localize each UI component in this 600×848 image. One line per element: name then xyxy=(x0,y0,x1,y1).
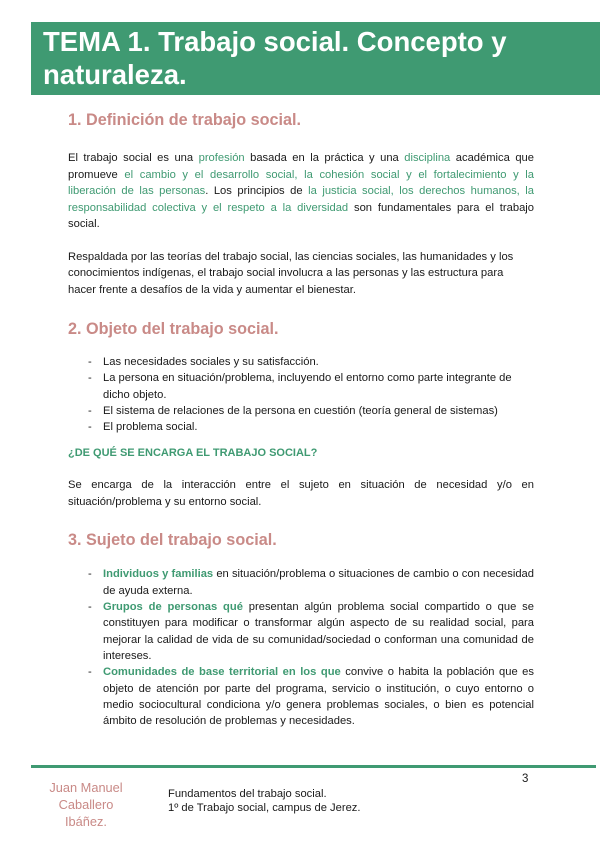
course-info xyxy=(168,787,361,815)
section-heading-definicion: 1. Definición de trabajo social. xyxy=(68,111,301,129)
list-item: - La persona en situación/problema, incluyendo el entorno como parte integrante de dicho objeto. xyxy=(68,370,534,403)
item-text: en situación/problema o situaciones de cambio o con necesidad de ayuda externa. xyxy=(103,568,534,597)
page-title: TEMA 1. Trabajo social. Concepto y naturaleza. xyxy=(43,26,507,90)
term-comunidades: Comunidades de base territorial en los que xyxy=(103,666,341,679)
highlight-cambio: el cambio y el desarrollo social, la cohesión social y el fortalecimiento y la liberación de las personas xyxy=(68,168,535,197)
term-individuos: Individuos y familias xyxy=(103,568,214,581)
list-item: - El problema social. xyxy=(68,419,534,435)
author-name: Juan Manuel Caballero Ibáñez. xyxy=(49,780,123,829)
list-item xyxy=(68,664,534,729)
section-heading-sujeto: 3. Sujeto del trabajo social. xyxy=(68,531,277,550)
objeto-list xyxy=(68,354,534,435)
highlight-profesion: profesión xyxy=(198,152,245,164)
document-body xyxy=(68,110,534,729)
list-item: - Las necesidades sociales y su satisfacción. xyxy=(68,354,534,370)
question-heading: ¿DE QUÉ SE ENCARGA EL TRABAJO SOCIAL? xyxy=(68,447,318,460)
definition-paragraph xyxy=(68,150,534,233)
sujeto-list xyxy=(68,566,534,729)
theory-paragraph: Respaldada por las teorías del trabajo social, las ciencias sociales, las humanidades y los conocimientos indígenas, el trabajo social involucra a las personas y las estructura para hacer frente a desafíos de la vida y aumentar el bienestar. xyxy=(68,250,514,296)
list-item: - El sistema de relaciones de la persona en cuestión (teoría general de sistemas) xyxy=(68,403,534,419)
course-title: Fundamentos del trabajo social. xyxy=(168,788,327,800)
highlight-principios: la justicia social, los derechos humanos, la responsabilidad colectiva y el respeto a la diversidad xyxy=(68,185,534,214)
item-text: presentan algún problema social compartido o que se constituyen para modificar o transformar algún aspecto de su realidad social, para mejorar la calidad de vida de su comunidad/sociedad o conforman una comunidad de intereses. xyxy=(103,601,534,662)
course-campus: 1º de Trabajo social, campus de Jerez. xyxy=(168,802,361,814)
title-banner xyxy=(31,22,600,95)
footer-divider xyxy=(31,765,596,768)
section-heading-objeto: 2. Objeto del trabajo social. xyxy=(68,320,279,338)
text-run: basada en la práctica y una xyxy=(244,152,405,164)
text-run: académica que promueve xyxy=(68,152,534,181)
text-run: son fundamentales para el trabajo social. xyxy=(68,201,534,230)
item-text: convive o habita la población que es objeto de atención por parte del programa, servicio o institución, o cuyo entorno o medio sociocultural condiciona y/o genera problemas sociales, o bien es potencial ámbito de resolución de problemas y necesidades. xyxy=(103,666,534,728)
list-item xyxy=(68,599,534,664)
page-number: 3 xyxy=(522,773,529,785)
highlight-disciplina: disciplina xyxy=(404,152,451,164)
text-run: . Los principios de xyxy=(205,185,309,197)
list-item xyxy=(68,566,534,599)
term-grupos: Grupos de personas qué xyxy=(103,601,243,614)
answer-paragraph: Se encarga de la interacción entre el sujeto en situación de necesidad y/o en situación/problema y su entorno social. xyxy=(68,479,534,508)
text-run: El trabajo social es una xyxy=(68,152,199,164)
